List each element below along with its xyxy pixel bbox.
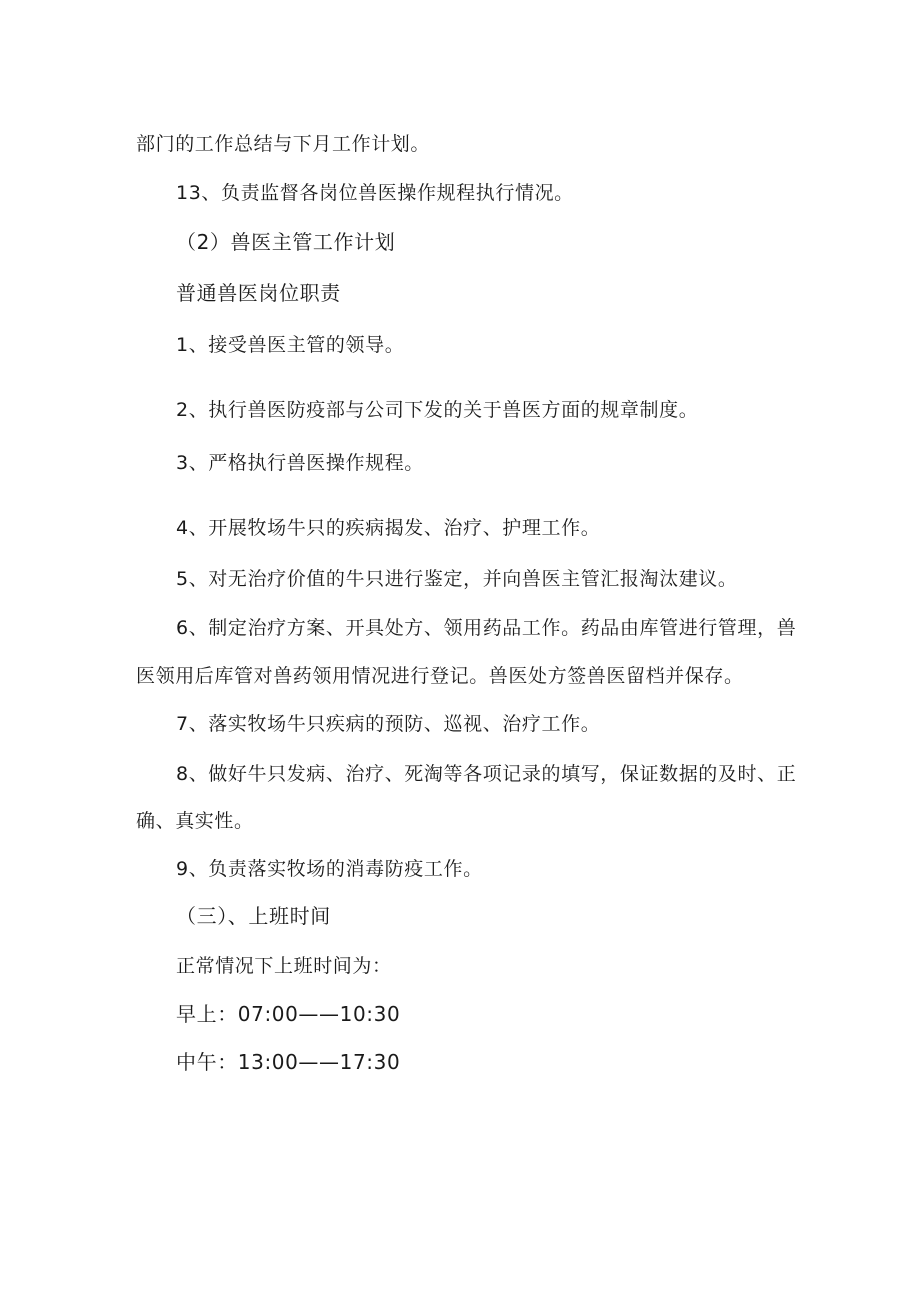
paragraph-line: 4、开展牧场牛只的疾病揭发、治疗、护理工作。 [176, 517, 601, 539]
section-heading: 普通兽医岗位职责 [176, 281, 341, 305]
paragraph-line: 6、制定治疗方案、开具处方、领用药品工作。药品由库管进行管理，兽 [176, 617, 797, 639]
paragraph-line: 确、真实性。 [136, 810, 254, 832]
section-heading: （2）兽医主管工作计划 [176, 230, 396, 254]
paragraph-line: 3、严格执行兽医操作规程。 [176, 452, 424, 474]
section-heading: （三）、上班时间 [176, 904, 331, 928]
paragraph-line: 13、负责监督各岗位兽医操作规程执行情况。 [176, 182, 574, 204]
paragraph-line: 1、接受兽医主管的领导。 [176, 334, 405, 356]
paragraph-line: 医领用后库管对兽药领用情况进行登记。兽医处方签兽医留档并保存。 [136, 665, 744, 687]
paragraph-line: 正常情况下上班时间为： [176, 955, 392, 977]
schedule-noon: 中午：13:00——17:30 [176, 1050, 401, 1074]
schedule-morning: 早上：07:00——10:30 [176, 1002, 401, 1026]
paragraph-line: 7、落实牧场牛只疾病的预防、巡视、治疗工作。 [176, 713, 601, 735]
paragraph-line: 部门的工作总结与下月工作计划。 [136, 133, 431, 155]
paragraph-line: 2、执行兽医防疫部与公司下发的关于兽医方面的规章制度。 [176, 399, 699, 421]
paragraph-line: 9、负责落实牧场的消毒防疫工作。 [176, 858, 483, 880]
paragraph-line: 8、做好牛只发病、治疗、死淘等各项记录的填写，保证数据的及时、正 [176, 763, 797, 785]
paragraph-line: 5、对无治疗价值的牛只进行鉴定，并向兽医主管汇报淘汰建议。 [176, 568, 738, 590]
